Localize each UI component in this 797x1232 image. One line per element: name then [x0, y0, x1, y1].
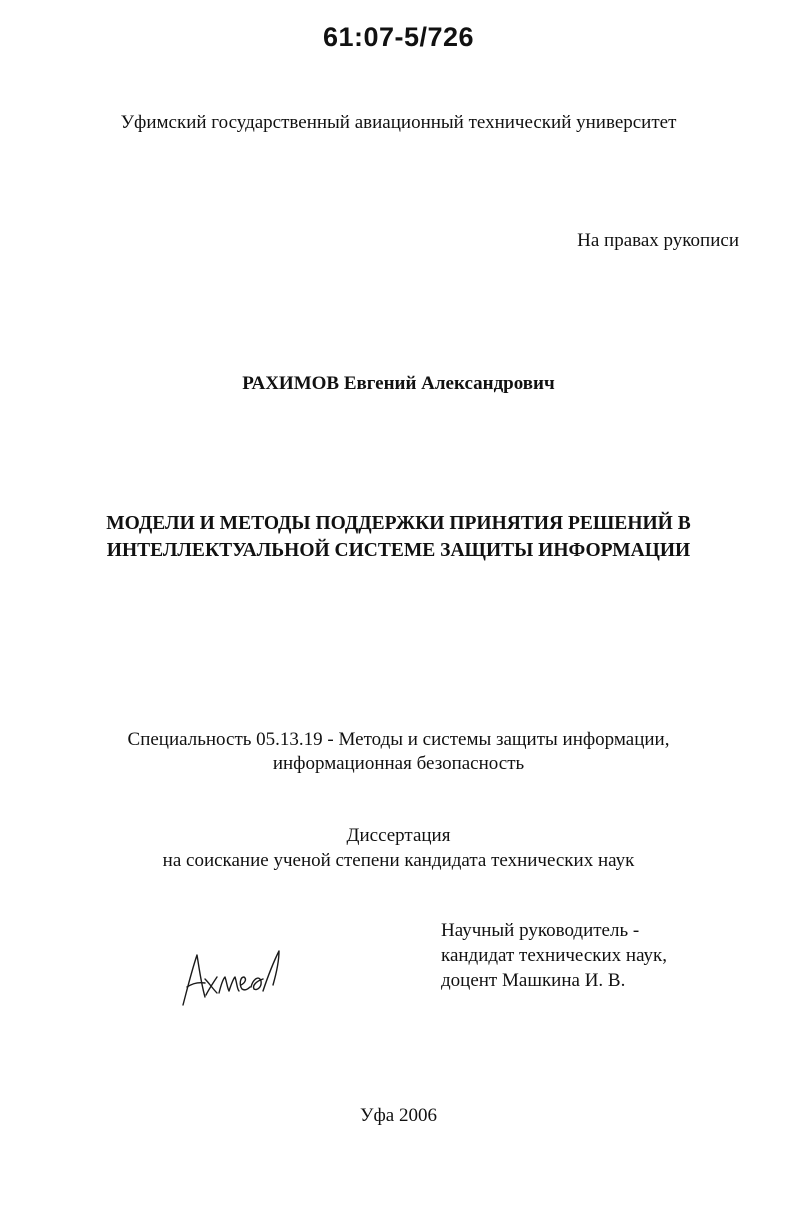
specialty-line-1: Специальность 05.13.19 - Методы и системы защиты информации, — [127, 729, 670, 750]
author-name — [0, 373, 797, 395]
supervisor-line-1: Научный руководитель - — [441, 920, 640, 941]
author-given-names: Евгений Александрович — [343, 373, 555, 394]
title-line-2: ИНТЕЛЛЕКТУАЛЬНОЙ СИСТЕМЕ ЗАЩИТЫ ИНФОРМАЦИИ — [106, 540, 691, 561]
dissertation-title — [0, 510, 797, 564]
supervisor-line-2: кандидат технических наук, — [441, 945, 668, 966]
university-name: Уфимский государственный авиационный технический университет — [120, 112, 677, 133]
manuscript-rights-note: На правах рукописи — [577, 230, 739, 251]
specialty-line-2: информационная безопасность — [272, 753, 525, 774]
scientific-supervisor — [441, 918, 667, 993]
specialty — [0, 728, 797, 776]
handwritten-signature — [175, 945, 290, 1010]
supervisor-line-3: доцент Машкина И. В. — [441, 970, 626, 991]
catalog-number: 61:07-5/726 — [322, 22, 475, 52]
author-surname: РАХИМОВ — [242, 373, 340, 394]
dissertation-line-2: на соискание ученой степени кандидата технических наук — [162, 850, 635, 871]
dissertation-line-1: Диссертация — [346, 825, 451, 846]
dissertation-degree — [0, 823, 797, 873]
title-line-1: МОДЕЛИ И МЕТОДЫ ПОДДЕРЖКИ ПРИНЯТИЯ РЕШЕНИЙ В — [106, 513, 691, 534]
city-and-year: Уфа 2006 — [360, 1105, 437, 1126]
